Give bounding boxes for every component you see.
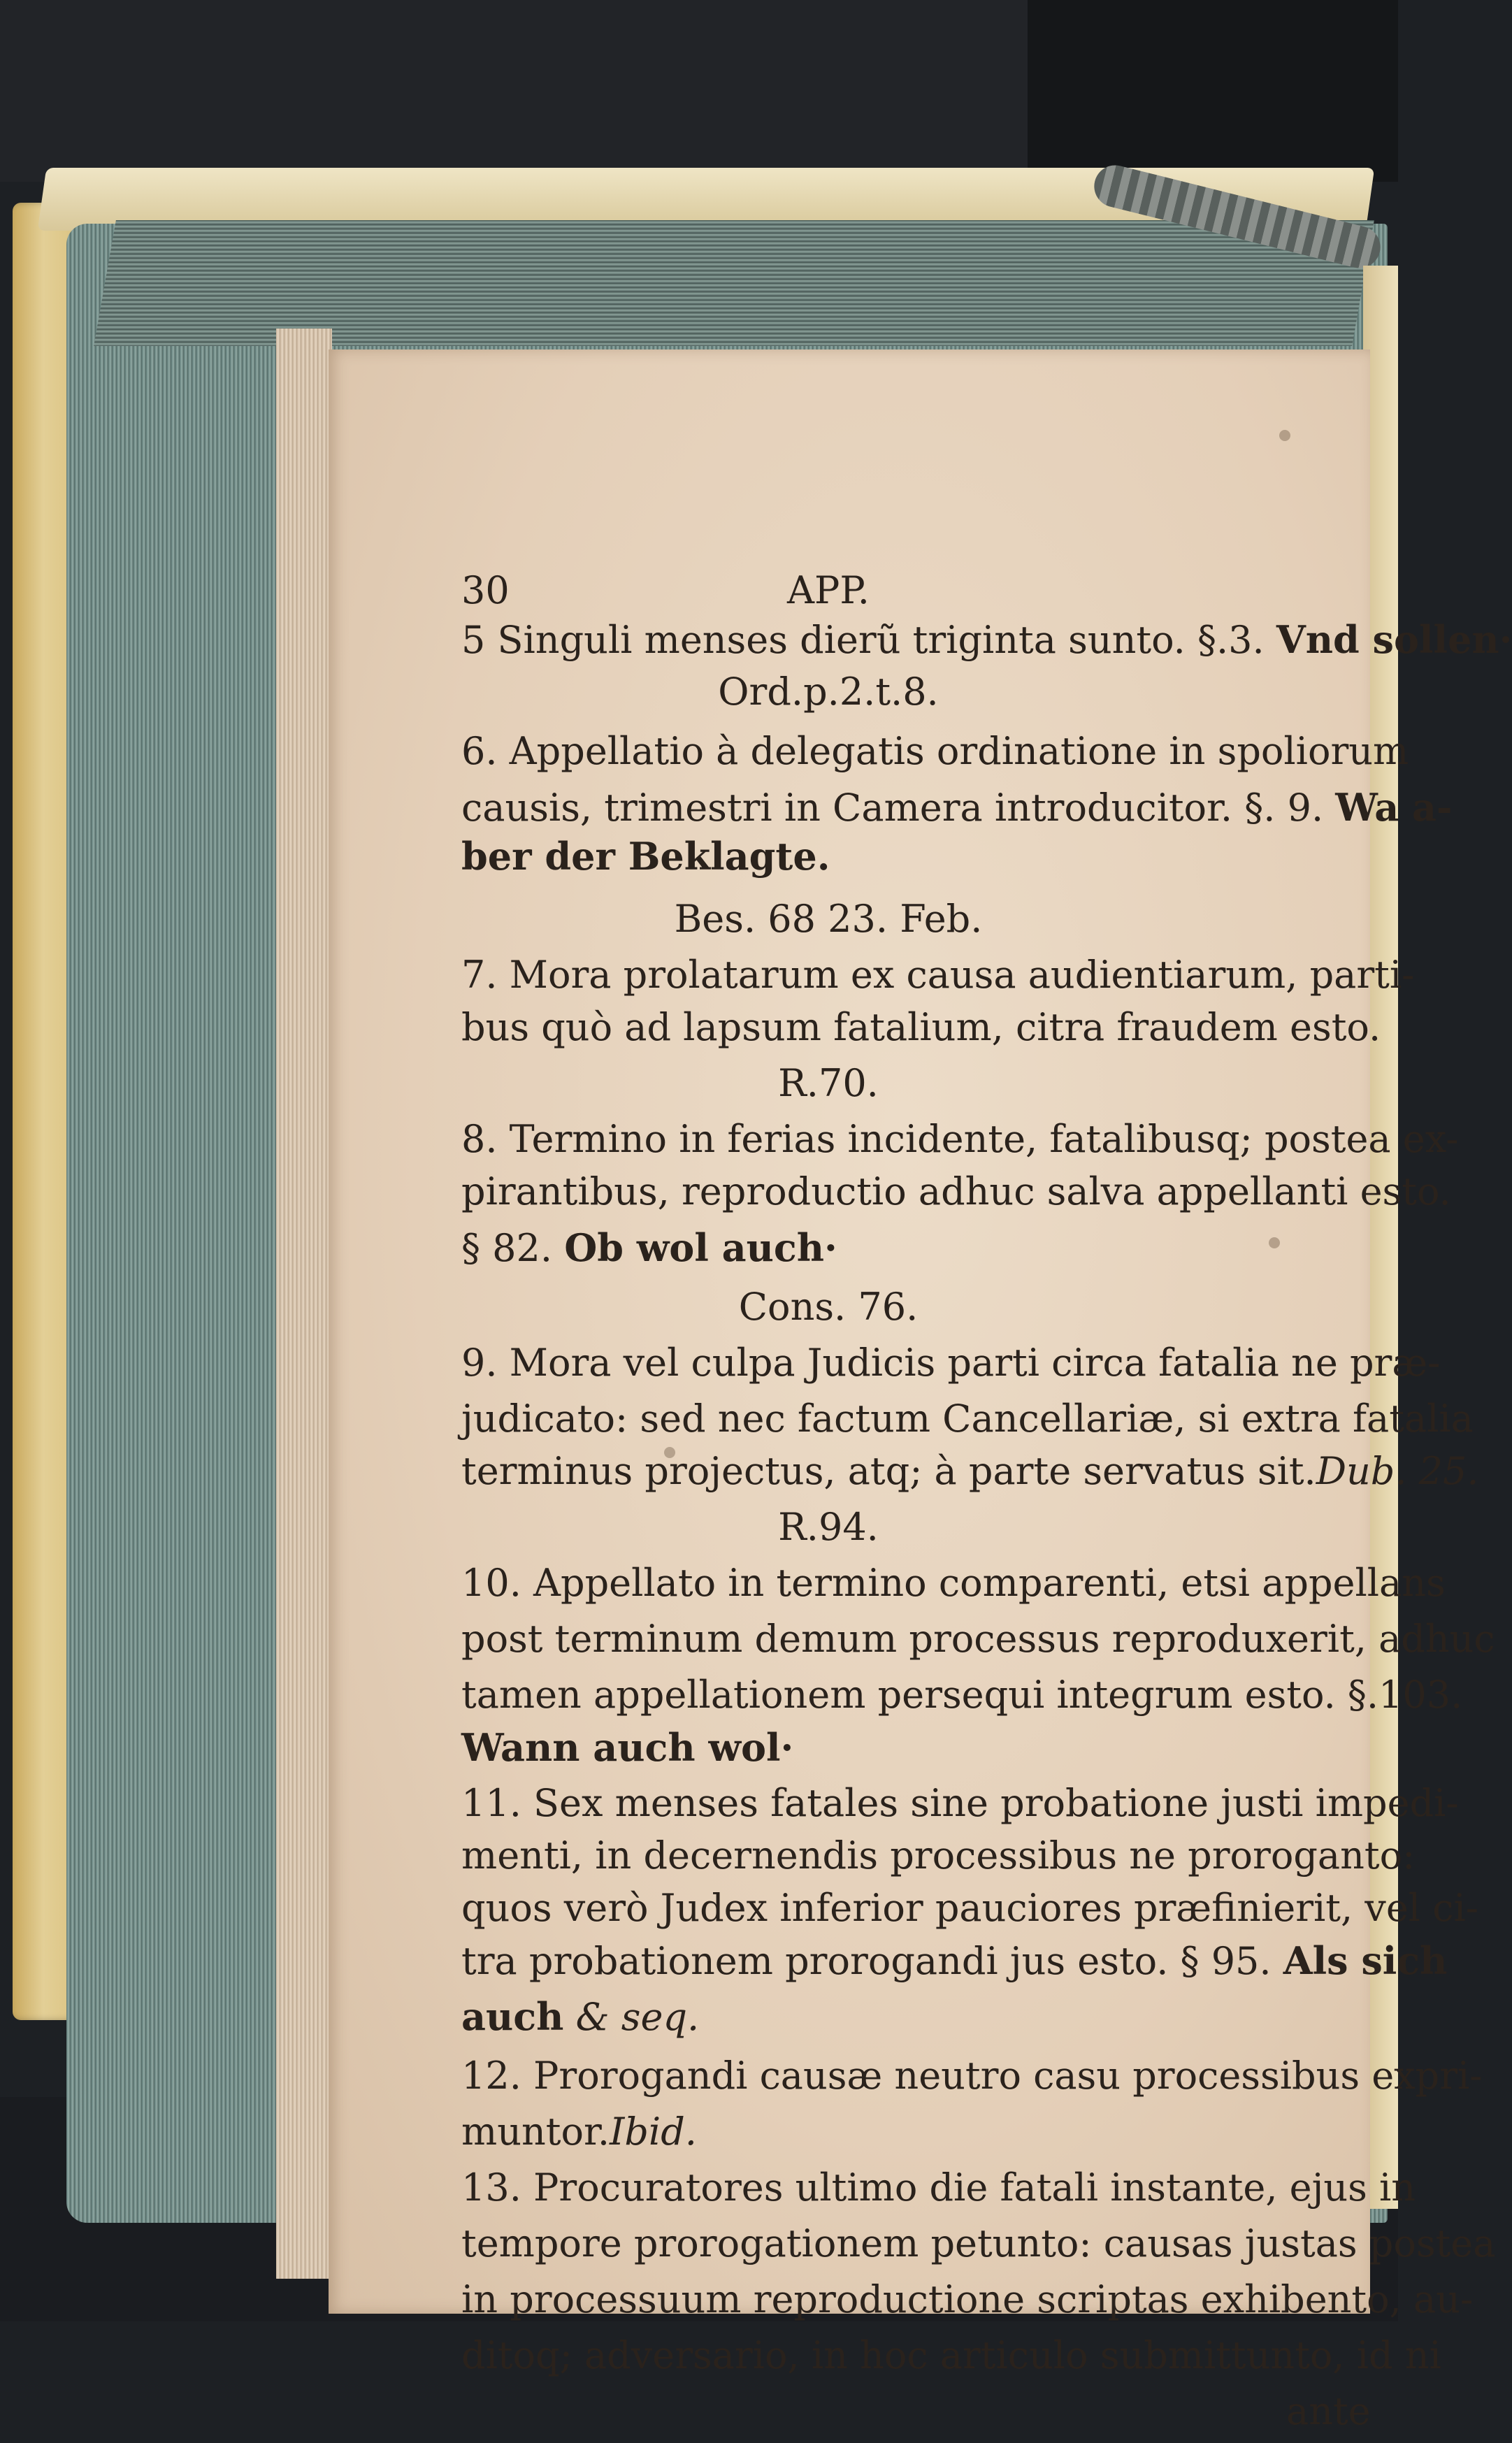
catchword: ante bbox=[1286, 2389, 1371, 2433]
book-page-stack bbox=[276, 329, 332, 2279]
text-line: Bes. 68 23. Feb. bbox=[674, 897, 983, 941]
paper-spot bbox=[1269, 1237, 1280, 1248]
text-line: 13. Procuratores ultimo die fatali instante, ejus in bbox=[461, 2165, 1416, 2210]
text-line: muntor.Ibid. bbox=[461, 2110, 697, 2154]
text-line: in processuum reproductione scriptas exhibento, au- bbox=[461, 2277, 1474, 2321]
text-line: 7. Mora prolatarum ex causa audientiarum, parti- bbox=[461, 953, 1415, 997]
text-line: terminus projectus, atq; à parte servatus sit.Dub. 25. bbox=[461, 1449, 1479, 1493]
book bbox=[0, 126, 1512, 2433]
text-line: 9. Mora vel culpa Judicis parti circa fatalia ne præ- bbox=[461, 1341, 1441, 1385]
text-line: 11. Sex menses fatales sine probatione justi impedi- bbox=[461, 1781, 1459, 1825]
text-line: causis, trimestri in Camera introducitor. §. 9. Wa a- bbox=[461, 785, 1453, 830]
text-line: R.94. bbox=[778, 1505, 879, 1549]
text-line: menti, in decernendis processibus ne proroganto: bbox=[461, 1833, 1416, 1878]
text-line: tra probationem prorogandi jus esto. § 95. Als sich bbox=[461, 1938, 1448, 1983]
text-line: auch & seq. bbox=[461, 1994, 700, 2039]
text-line: Wann auch wol· bbox=[461, 1725, 794, 1770]
text-line: ber der Beklagte. bbox=[461, 834, 830, 879]
text-line: quos verò Judex inferior pauciores præfinierit, vel ci- bbox=[461, 1886, 1478, 1930]
book-page-top-edge bbox=[94, 220, 1374, 346]
text-line: post terminum demum processus reproduxerit, adhuc bbox=[461, 1617, 1495, 1661]
text-line: 10. Appellato in termino comparenti, etsi appellans bbox=[461, 1561, 1446, 1605]
text-line: 6. Appellatio à delegatis ordinatione in spoliorum bbox=[461, 729, 1409, 773]
page-number: 30 bbox=[461, 568, 510, 612]
text-line: Ord.p.2.t.8. bbox=[718, 670, 939, 714]
text-line: bus quò ad lapsum fatalium, citra fraudem esto. bbox=[461, 1005, 1381, 1049]
text-line: tempore prorogationem petunto: causas justas postea bbox=[461, 2221, 1496, 2265]
text-line: R.70. bbox=[778, 1061, 879, 1105]
book-page bbox=[329, 349, 1512, 2433]
text-line: pirantibus, reproductio adhuc salva appellanti esto. bbox=[461, 1169, 1451, 1213]
text-line: 12. Prorogandi causæ neutro casu processibus expri- bbox=[461, 2054, 1483, 2098]
text-line: ditoq; adversario, in hoc articulo submittunto, id ni bbox=[461, 2333, 1441, 2377]
text-line: 8. Termino in ferias incidente, fatalibusq; postea ex- bbox=[461, 1117, 1459, 1161]
text-line: Cons. 76. bbox=[738, 1285, 919, 1329]
text-line: tamen appellationem persequi integrum esto. §.103. bbox=[461, 1673, 1463, 1717]
text-line: judicato: sed nec factum Cancellariæ, si extra fatalia bbox=[461, 1397, 1474, 1441]
running-head: APP. bbox=[787, 568, 870, 612]
text-line: 5 Singuli menses dierũ triginta sunto. §.3. Vnd sollen· bbox=[461, 617, 1512, 662]
paper-spot bbox=[1279, 430, 1290, 441]
text-line: § 82. Ob wol auch· bbox=[461, 1225, 837, 1270]
